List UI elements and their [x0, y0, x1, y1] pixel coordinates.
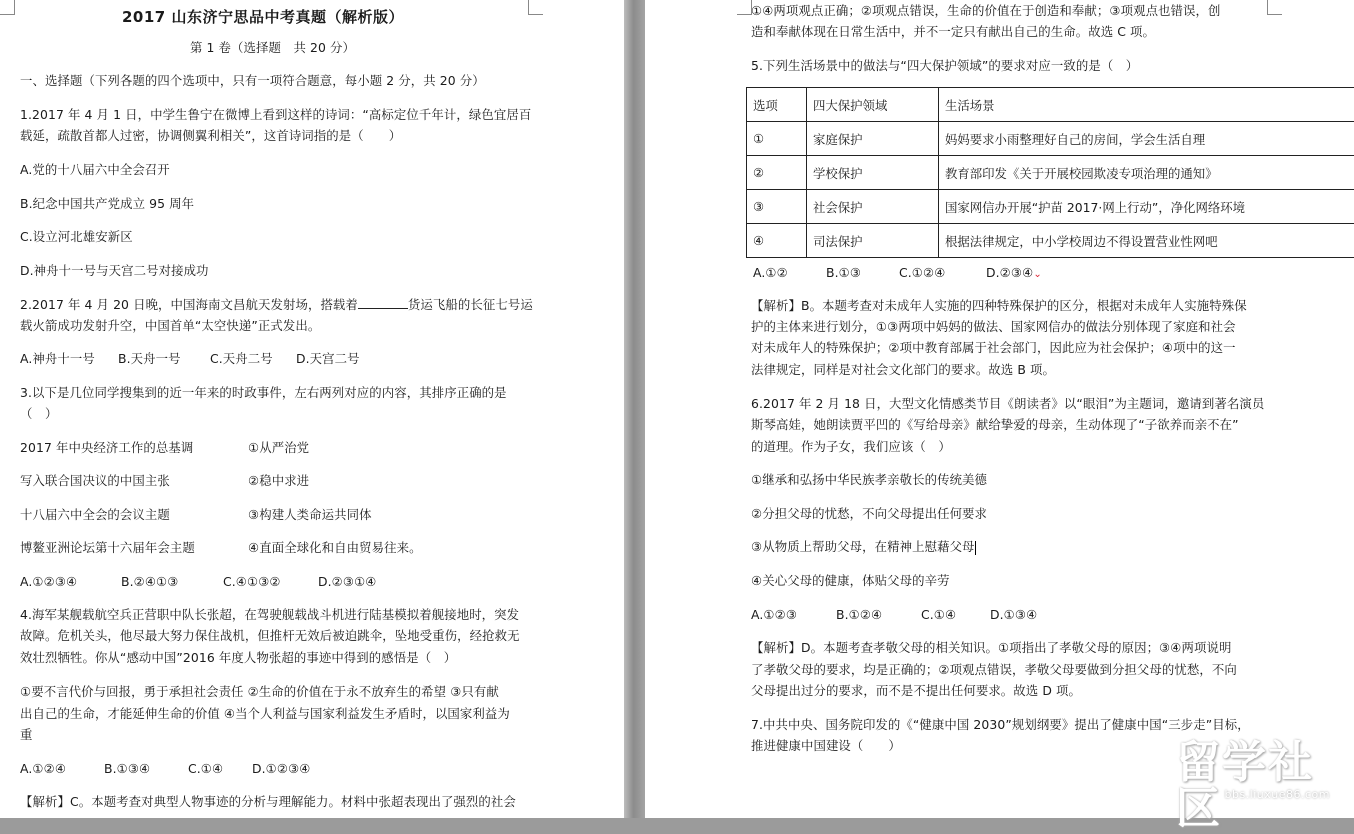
q6-option-a: A.①②③	[751, 607, 797, 623]
page-title: 2017 山东济宁思品中考真题（解析版）	[122, 9, 404, 25]
q6-statement: ①继承和弘扬中华民族孝亲敬长的传统美德	[751, 472, 987, 488]
q5-option-c: C.①②④	[899, 265, 945, 281]
q4-option-b: B.①③④	[104, 761, 150, 777]
q6-stem: 的道理。作为子女，我们应该（ ）	[751, 439, 951, 455]
q6-stem: 6.2017 年 2 月 18 日，大型文化情感类节目《朗读者》以“眼泪”为主题词，邀请到著名演员	[751, 396, 1264, 412]
q4-stem: 故障。危机关头，他尽最大努力保住战机，但推杆无效后被迫跳伞，坠地受重伤，经抢救无	[20, 628, 520, 644]
q3-row-left: 博鳌亚洲论坛第十六届年会主题	[20, 540, 195, 556]
table-row	[747, 122, 1354, 156]
table-header-cell: 四大保护领域	[807, 88, 939, 122]
q5-analysis: 对未成年人的特殊保护；②项中教育部属于社会部门，因此应为社会保护；④项中的这一	[751, 340, 1236, 356]
q4-statements: ①要不言代价与回报，勇于承担社会责任 ②生命的价值在于永不放弃生的希望 ③只有献	[20, 684, 499, 700]
q2-stem: 2.2017 年 4 月 20 日晚，中国海南文昌航天发射场，搭载着 货运飞船的长征七号运	[20, 297, 533, 313]
q4-analysis: 【解析】C。本题考查对典型人物事迹的分析与理解能力。材料中张超表现出了强烈的社会	[20, 794, 516, 810]
q6-analysis: 了孝敬父母的要求，均是正确的；②项观点错误，孝敬父母要做到分担父母的忧愁，不向	[751, 662, 1237, 678]
spellcheck-mark: ⌄	[1033, 269, 1041, 280]
text-cursor	[975, 541, 976, 555]
page-gutter	[624, 0, 645, 818]
q3-option-a: A.①②③④	[20, 574, 77, 590]
fill-blank	[358, 297, 408, 309]
document-page-right	[645, 0, 1354, 818]
q1-stem: 1.2017 年 4 月 1 日，中学生鲁宁在微博上看到这样的诗词：“高标定位千年计，绿色宜居百	[20, 107, 531, 123]
table-cell: 国家网信办开展“护苗 2017·网上行动”，净化网络环境	[939, 190, 1354, 224]
table-cell: 社会保护	[807, 190, 939, 224]
table-cell: 家庭保护	[807, 122, 939, 156]
q4-option-c: C.①④	[188, 761, 223, 777]
q2-stem: 载火箭成功发射升空，中国首单“太空快递”正式发出。	[20, 318, 320, 334]
page-subtitle: 第 1 卷（选择题 共 20 分）	[190, 40, 355, 56]
document-page-left	[0, 0, 624, 818]
q5-stem: 5.下列生活场景中的做法与“四大保护领域”的要求对应一致的是（ ）	[751, 58, 1138, 74]
q6-statement: ④关心父母的健康，体贴父母的辛劳	[751, 573, 950, 589]
q4-option-a: A.①②④	[20, 761, 66, 777]
q5-analysis: 法律规定，同样是对社会文化部门的要求。故选 B 项。	[751, 362, 1055, 378]
table-row	[747, 190, 1354, 224]
q6-analysis: 父母提出过分的要求，而不是不提出任何要求。故选 D 项。	[751, 683, 1081, 699]
table-header-cell: 生活场景	[939, 88, 1354, 122]
protection-table	[746, 87, 1354, 258]
q5-option-a: A.①②	[753, 265, 788, 281]
q1-option-b: B.纪念中国共产党成立 95 周年	[20, 196, 194, 212]
table-cell: 司法保护	[807, 224, 939, 258]
q5-analysis: 护的主体来进行划分，①③两项中妈妈的做法、国家网信办的做法分别体现了家庭和社会	[751, 319, 1236, 335]
q3-option-b: B.②④①③	[121, 574, 178, 590]
table-row	[747, 156, 1354, 190]
crop-mark	[737, 0, 752, 15]
q2-option-b: B.天舟一号	[118, 351, 181, 367]
q4-analysis-cont: ①④两项观点正确；②项观点错误，生命的价值在于创造和奉献；③项观点也错误，创	[751, 3, 1221, 19]
q4-analysis-cont: 造和奉献体现在日常生活中，并不一定只有献出自己的生命。故选 C 项。	[751, 24, 1155, 40]
watermark-url: bbs.liuxue86.com	[1224, 788, 1330, 801]
q4-stem: 效壮烈牺牲。你从“感动中国”2016 年度人物张超的事迹中得到的感悟是（ ）	[20, 650, 456, 666]
q3-row-left: 十八届六中全会的会议主题	[20, 507, 170, 523]
q3-row-right: ①从严治党	[248, 440, 309, 456]
q2-option-d: D.天宫二号	[296, 351, 360, 367]
section-heading: 一、选择题（下列各题的四个选项中，只有一项符合题意，每小题 2 分，共 20 分）	[20, 73, 485, 89]
q6-option-c: C.①④	[921, 607, 956, 623]
q3-row-right: ④直面全球化和自由贸易往来。	[248, 540, 422, 556]
table-cell: ②	[747, 156, 807, 190]
q2-option-a: A.神舟十一号	[20, 351, 95, 367]
q5-option-d: D.②③④⌄	[986, 265, 1042, 283]
q1-stem: 载延，疏散首都人过密，协调侧翼利相关”，这首诗词指的是（ ）	[20, 128, 401, 144]
q4-statements: 出自己的生命，才能延伸生命的价值 ④当个人利益与国家利益发生矛盾时，以国家利益为	[20, 706, 510, 722]
watermark-logo: 留学社区	[1176, 740, 1336, 832]
q7-stem: 推进健康中国建设（ ）	[751, 738, 901, 754]
q1-option-d: D.神舟十一号与天宫二号对接成功	[20, 263, 209, 279]
q5-analysis: 【解析】B。本题考查对未成年人实施的四种特殊保护的区分，根据对未成年人实施特殊保	[751, 298, 1247, 314]
q3-row-right: ②稳中求进	[248, 473, 309, 489]
site-watermark	[1176, 740, 1336, 804]
crop-mark	[1267, 0, 1282, 15]
q3-row-left: 2017 年中央经济工作的总基调	[20, 440, 193, 456]
q3-stem: 3.以下是几位同学搜集到的近一年来的时政事件，左右两列对应的内容，其排序正确的是	[20, 385, 507, 401]
q2-option-c: C.天舟二号	[210, 351, 273, 367]
table-cell: 学校保护	[807, 156, 939, 190]
q3-row-right: ③构建人类命运共同体	[248, 507, 372, 523]
q3-option-d: D.②③①④	[318, 574, 377, 590]
q1-option-c: C.设立河北雄安新区	[20, 229, 133, 245]
table-cell: ③	[747, 190, 807, 224]
q3-option-c: C.④①③②	[223, 574, 281, 590]
crop-mark	[0, 0, 15, 15]
q7-stem: 7.中共中央、国务院印发的《“健康中国 2030”规划纲要》提出了健康中国“三步走”目标，	[751, 717, 1250, 733]
table-header-row	[747, 88, 1354, 122]
q3-stem: （ ）	[20, 406, 57, 422]
q6-statement: ②分担父母的忧愁，不向父母提出任何要求	[751, 506, 987, 522]
q6-stem: 斯琴高娃，她朗读贾平凹的《写给母亲》献给挚爱的母亲，生动体现了“子欲养而亲不在”	[751, 417, 1239, 433]
table-header-cell: 选项	[747, 88, 807, 122]
q1-option-a: A.党的十八届六中全会召开	[20, 162, 170, 178]
table-row	[747, 224, 1354, 258]
q6-option-b: B.①②④	[836, 607, 882, 623]
crop-mark	[528, 0, 543, 15]
table-cell: ①	[747, 122, 807, 156]
table-cell: 妈妈要求小雨整理好自己的房间，学会生活自理	[939, 122, 1354, 156]
q6-analysis: 【解析】D。本题考查孝敬父母的相关知识。①项指出了孝敬父母的原因；③④两项说明	[751, 640, 1231, 656]
table-cell: 根据法律规定，中小学校周边不得设置营业性网吧	[939, 224, 1354, 258]
q3-row-left: 写入联合国决议的中国主张	[20, 473, 170, 489]
table-cell: 教育部印发《关于开展校园欺凌专项治理的通知》	[939, 156, 1354, 190]
q4-option-d: D.①②③④	[252, 761, 311, 777]
q5-option-b: B.①③	[826, 265, 861, 281]
table-cell: ④	[747, 224, 807, 258]
q4-stem: 4.海军某舰载航空兵正营职中队长张超，在驾驶舰载战斗机进行陆基模拟着舰接地时，突发	[20, 607, 519, 623]
q4-statements: 重	[20, 727, 33, 743]
q6-option-d: D.①③④	[990, 607, 1037, 623]
q6-statement: ③从物质上帮助父母，在精神上慰藉父母	[751, 539, 976, 555]
